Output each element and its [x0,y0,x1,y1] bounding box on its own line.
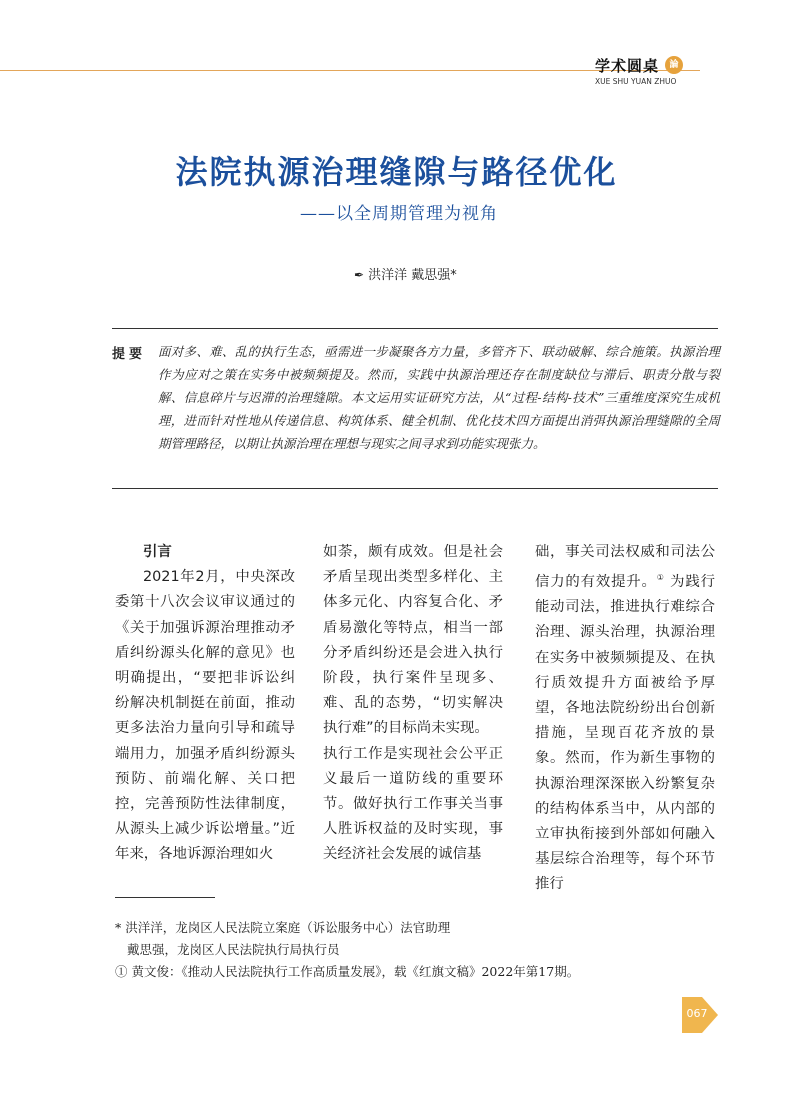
journal-name-pinyin: XUE SHU YUAN ZHUO [595,77,677,86]
section-heading: 引言 [143,544,172,560]
journal-name: 学术圆桌 [595,57,660,75]
body-column-3 [535,540,715,898]
logo-badge-icon: 論 [665,56,683,74]
body-column-2 [323,540,503,868]
author-line [354,264,457,283]
body-paragraph [535,540,715,898]
body-paragraph: 如荼，颇有成效。但是社会矛盾呈现出类型多样化、主体多元化、内容复合化、矛盾易激化等特点，相当一部分矛盾纠纷还是会进入执行阶段，执行案件呈现多、难、乱的态势，“切实解决执行难”的目标尚未实现。 [323,544,503,737]
article-subtitle: ——以全周期管理为视角 [300,204,498,224]
abstract-top-rule [112,328,718,329]
body-column-1 [115,540,295,868]
body-text: 础，事关司法权威和司法公信力的有效提升。 [535,544,715,590]
abstract-text: 面对多、难、乱的执行生态，亟需进一步凝聚各方力量，多管齐下、联动破解、综合施策。执源治理作为应对之策在实务中被频频提及。然而，实践中执源治理还存在制度缺位与滞后、职责分散与裂解、信息碎片与迟滞的治理缝隙。本文运用实证研究方法，从“过程-结构-技术”三重维度深究生成机理，进而针对性地从传递信息、构筑体系、健全机制、优化技术四方面提出消弭执源治理缝隙的全周期管理路径，以期让执源治理在理想与现实之间寻求到功能实现张力。 [158,344,720,451]
journal-logo [595,55,705,95]
footnote-rule [115,897,215,898]
body-paragraph: 2021年2月，中央深改委第十八次会议审议通过的《关于加强诉源治理推动矛盾纠纷源头化解的意见》也明确提出，“要把非诉讼纠纷解决机制挺在前面，推动更多法治力量向引导和疏导端用力，加强矛盾纠纷源头预防、前端化解、关口把控，完善预防性法律制度，从源头上减少诉讼增量。”近年来，各地诉源治理如火 [115,569,295,863]
footnote-author-2: 戴思强，龙岗区人民法院执行局执行员 [127,942,340,957]
author-names: 洪洋洋 戴思强* [368,268,457,283]
footnote-reference-1: ① 黄文俊：《推动人民法院执行工作高质量发展》，载《红旗文稿》2022年第17期。 [115,964,580,979]
body-text: 为践行能动司法，推进执行难综合治理、源头治理，执源治理在实务中被频频提及、在执行质效提升方面被给予厚望，各地法院纷纷出台创新措施，呈现百花齐放的景象。然而，作为新生事物的执源治理深深嵌入纷繁复杂的结构体系当中，从内部的立审执衔接到外部如何融入基层综合治理等，每个环节推行 [535,574,715,893]
abstract-label: 提要 [112,347,147,362]
body-paragraph: 执行工作是实现社会公平正义最后一道防线的重要环节。做好执行工作事关当事人胜诉权益的及时实现，事关经济社会发展的诚信基 [323,745,503,863]
footnote-author-1: * 洪洋洋，龙岗区人民法院立案庭（诉讼服务中心）法官助理 [115,920,451,935]
article-title: 法院执源治理缝隙与路径优化 [175,153,618,191]
page-number: 067 [686,1007,708,1020]
page-number-badge [682,997,718,1033]
footnote-marker[interactable]: ① [656,573,665,583]
abstract-bottom-rule [112,488,718,489]
pen-icon: ✒ [354,268,365,282]
footnotes [115,917,715,983]
